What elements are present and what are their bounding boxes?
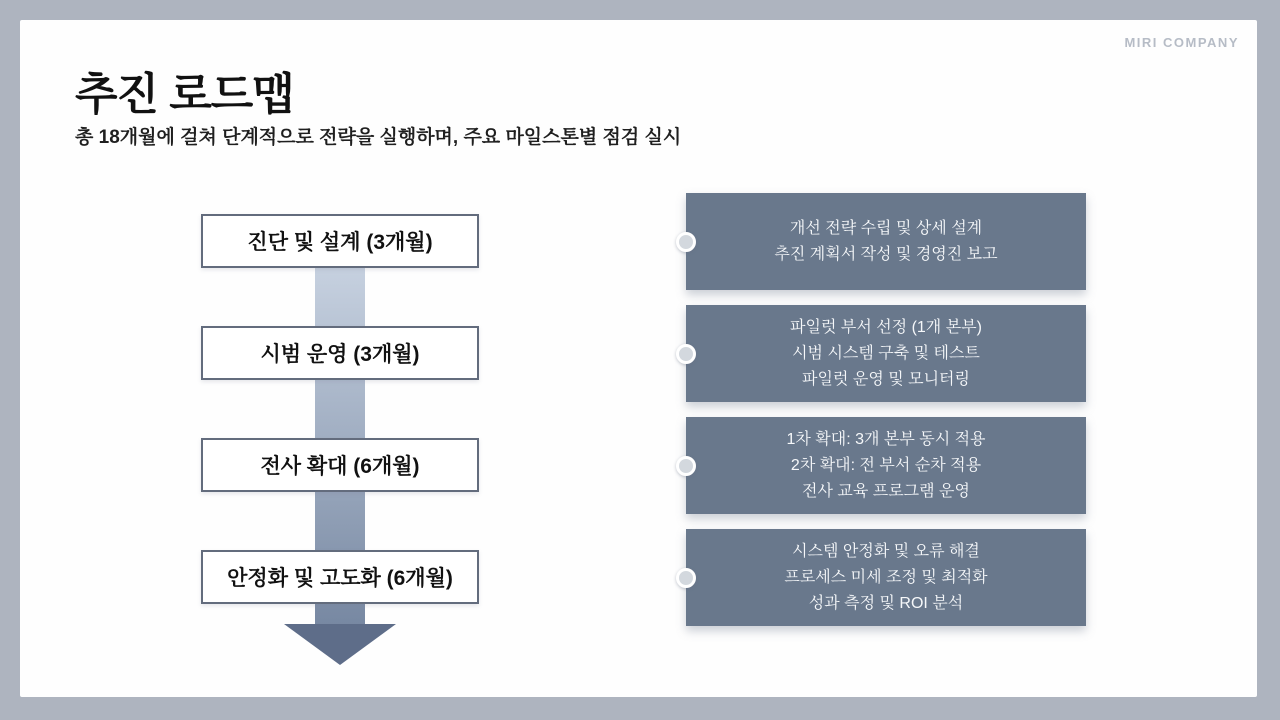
- stage-label: 시범 운영 (3개월): [260, 343, 420, 366]
- stage-label: 전사 확대 (6개월): [260, 455, 420, 478]
- stage-box-stabilization: [201, 550, 479, 604]
- connector-dot-icon: [676, 344, 696, 364]
- stage-label: 진단 및 설계 (3개월): [247, 231, 433, 254]
- page-title: 추진 로드맵: [75, 70, 294, 119]
- stage-box-pilot-operation: [201, 326, 479, 380]
- milestone-box-4: [686, 529, 1086, 626]
- milestone-line: 2차 확대: 전 부서 순차 적용: [790, 456, 982, 474]
- milestone-line: 개선 전략 수립 및 상세 설계: [789, 219, 983, 237]
- milestone-line: 추진 계획서 작성 및 경영진 보고: [774, 245, 998, 263]
- connector-dot-icon: [676, 232, 696, 252]
- stage-box-diagnosis-design: [201, 214, 479, 268]
- connector-dot-icon: [676, 568, 696, 588]
- milestone-line: 전사 교육 프로그램 운영: [802, 482, 970, 500]
- milestone-line: 프로세스 미세 조정 및 최적화: [784, 568, 988, 586]
- milestone-box-1: [686, 193, 1086, 290]
- page-subtitle: 총 18개월에 걸쳐 단계적으로 전략을 실행하며, 주요 마일스톤별 점검 실시: [75, 127, 682, 148]
- connector-dot-icon: [676, 456, 696, 476]
- milestone-line: 파일럿 부서 선정 (1개 본부): [790, 318, 982, 336]
- stage-label: 안정화 및 고도화 (6개월): [227, 567, 453, 590]
- milestone-line: 시범 시스템 구축 및 테스트: [792, 344, 980, 362]
- company-watermark: MIRI COMPANY: [1124, 35, 1239, 50]
- milestone-box-3: [686, 417, 1086, 514]
- slide-card: [20, 20, 1257, 697]
- milestone-line: 파일럿 운영 및 모니터링: [802, 370, 970, 388]
- down-arrow-head-icon: [284, 624, 396, 665]
- milestone-line: 1차 확대: 3개 본부 동시 적용: [786, 430, 986, 448]
- milestone-line: 시스템 안정화 및 오류 해결: [792, 542, 980, 560]
- stage-box-company-rollout: [201, 438, 479, 492]
- milestone-box-2: [686, 305, 1086, 402]
- milestone-line: 성과 측정 및 ROI 분석: [808, 594, 964, 612]
